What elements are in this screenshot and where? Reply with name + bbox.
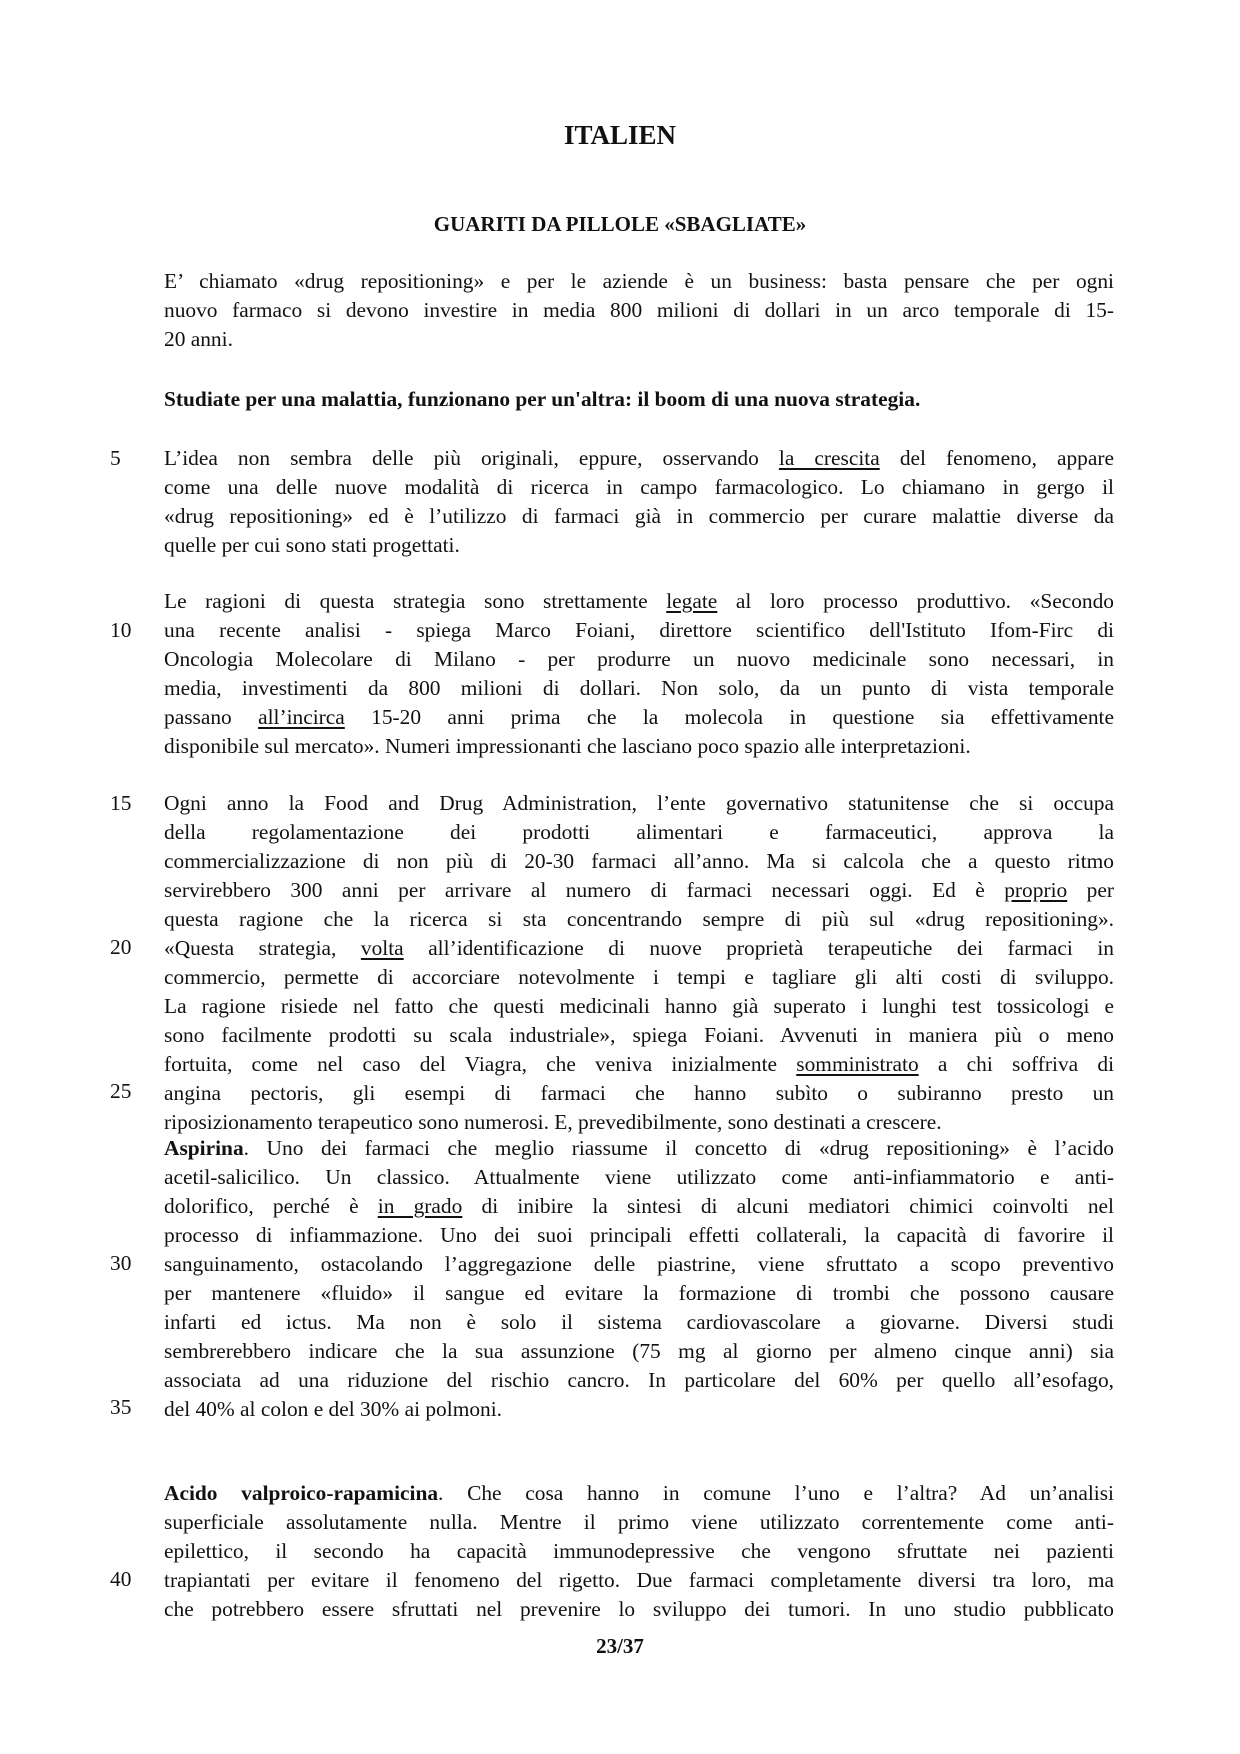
intro-paragraph bbox=[164, 267, 1114, 354]
text-line: trapiantati per evitare il fenomeno del rigetto. Due farmaci completamente diversi tra loro, ma bbox=[164, 1568, 1114, 1592]
paragraph-1 bbox=[164, 444, 1114, 560]
text-line: infarti ed ictus. Ma non è solo il sistema cardiovascolare a giovarne. Diversi studi bbox=[164, 1310, 1114, 1334]
underlined-term: somministrato bbox=[796, 1052, 919, 1076]
text-line: del 40% al colon e del 30% ai polmoni. bbox=[164, 1397, 503, 1421]
text-line: superficiale assolutamente nulla. Mentre il primo viene utilizzato correntemente come anti- bbox=[164, 1510, 1114, 1534]
paragraph-2 bbox=[164, 587, 1114, 761]
underlined-term: legate bbox=[666, 589, 718, 613]
text-line: Aspirina. Uno dei farmaci che meglio riassume il concetto di «drug repositioning» è l’acido bbox=[164, 1136, 1114, 1160]
text-line: della regolamentazione dei prodotti alimentari e farmaceutici, approva la bbox=[164, 820, 1114, 844]
page-title: ITALIEN bbox=[563, 120, 677, 150]
text-line: epilettico, il secondo ha capacità immunodepressive che vengono sfruttate nei pazienti bbox=[164, 1539, 1114, 1563]
text-line: disponibile sul mercato». Numeri impressionanti che lasciano poco spazio alle interpretazioni. bbox=[164, 734, 971, 758]
text-line: Acido valproico-rapamicina. Che cosa hanno in comune l’uno e l’altra? Ad un’analisi bbox=[164, 1481, 1114, 1505]
line-number: 35 bbox=[110, 1395, 132, 1419]
text-line: fortuita, come nel caso del Viagra, che veniva inizialmente somministrato a chi soffriva di bbox=[164, 1052, 1114, 1076]
line-number: 10 bbox=[110, 618, 132, 642]
text-line: associata ad una riduzione del rischio cancro. In particolare del 60% per quello all’esofago, bbox=[164, 1368, 1114, 1392]
text-line: commercializzazione di non più di 20-30 farmaci all’anno. Ma si calcola che a questo ritmo bbox=[164, 849, 1114, 873]
paragraph-4 bbox=[164, 1134, 1114, 1424]
underlined-term: in grado bbox=[377, 1194, 463, 1218]
line-number: 15 bbox=[110, 791, 132, 815]
text-line: E’ chiamato «drug repositioning» e per le aziende è un business: basta pensare che per ogni bbox=[164, 269, 1114, 293]
text-line: nuovo farmaco si devono investire in media 800 milioni di dollari in un arco temporale di 15- bbox=[164, 298, 1114, 322]
text-line: «drug repositioning» ed è l’utilizzo di farmaci già in commercio per curare malattie diverse da bbox=[164, 504, 1114, 528]
section-heading: Acido valproico-rapamicina bbox=[164, 1481, 439, 1505]
line-number: 20 bbox=[110, 935, 132, 959]
subtitle bbox=[164, 385, 1114, 414]
underlined-term: all’incirca bbox=[258, 705, 345, 729]
text-line: acetil-salicilico. Un classico. Attualmente viene utilizzato come anti-infiammatorio e anti- bbox=[164, 1165, 1114, 1189]
line-number: 5 bbox=[110, 446, 121, 470]
text-line: sono facilmente prodotti su scala industriale», spiega Foiani. Avvenuti in maniera più o meno bbox=[164, 1023, 1114, 1047]
text-line: Oncologia Molecolare di Milano - per produrre un nuovo medicinale sono necessari, in bbox=[164, 647, 1114, 671]
subtitle-line: Studiate per una malattia, funzionano per un'altra: il boom di una nuova strategia. bbox=[164, 387, 921, 411]
text-line: Le ragioni di questa strategia sono strettamente legate al loro processo produttivo. «Secondo bbox=[164, 589, 1114, 613]
line-number: 40 bbox=[110, 1567, 132, 1591]
text-line: La ragione risiede nel fatto che questi medicinali hanno già superato i lunghi test tossicologi e bbox=[164, 994, 1114, 1018]
text-line: Ogni anno la Food and Drug Administration, l’ente governativo statunitense che si occupa bbox=[164, 791, 1114, 815]
paragraph-5 bbox=[164, 1479, 1114, 1624]
text-line: per mantenere «fluido» il sangue ed evitare la formazione di trombi che possono causare bbox=[164, 1281, 1114, 1305]
line-number: 30 bbox=[110, 1251, 132, 1275]
line-number: 25 bbox=[110, 1079, 132, 1103]
text-line: 20 anni. bbox=[164, 327, 233, 351]
text-line: come una delle nuove modalità di ricerca in campo farmacologico. Lo chiamano in gergo il bbox=[164, 475, 1114, 499]
text-line: quelle per cui sono stati progettati. bbox=[164, 533, 460, 557]
text-line: riposizionamento terapeutico sono numerosi. E, prevedibilmente, sono destinati a crescere. bbox=[164, 1110, 942, 1134]
article-title: GUARITI DA PILLOLE «SBAGLIATE» bbox=[433, 212, 807, 236]
text-line: media, investimenti da 800 milioni di dollari. Non solo, da un punto di vista temporale bbox=[164, 676, 1114, 700]
text-line: processo di infiammazione. Uno dei suoi principali effetti collaterali, la capacità di favorire il bbox=[164, 1223, 1114, 1247]
text-line: «Questa strategia, volta all’identificazione di nuove proprietà terapeutiche dei farmaci in bbox=[164, 936, 1114, 960]
text-line: angina pectoris, gli esempi di farmaci che hanno subìto o subiranno presto un bbox=[164, 1081, 1114, 1105]
underlined-term: proprio bbox=[1004, 878, 1068, 902]
section-heading: Aspirina bbox=[164, 1136, 244, 1160]
text-line: sanguinamento, ostacolando l’aggregazione delle piastrine, viene sfruttato a scopo preventivo bbox=[164, 1252, 1114, 1276]
paragraph-3 bbox=[164, 789, 1114, 1137]
text-line: dolorifico, perché è in grado di inibire la sintesi di alcuni mediatori chimici coinvolti nel bbox=[164, 1194, 1114, 1218]
text-line: commercio, permette di accorciare notevolmente i tempi e tagliare gli alti costi di sviluppo. bbox=[164, 965, 1114, 989]
underlined-term: la crescita bbox=[778, 446, 880, 470]
text-line: servirebbero 300 anni per arrivare al numero di farmaci necessari oggi. Ed è proprio per bbox=[164, 878, 1114, 902]
underlined-term: volta bbox=[360, 936, 404, 960]
text-line: una recente analisi - spiega Marco Foiani, direttore scientifico dell'Istituto Ifom-Firc di bbox=[164, 618, 1114, 642]
text-line: questa ragione che la ricerca si sta concentrando sempre di più sul «drug repositioning». bbox=[164, 907, 1114, 931]
text-line: L’idea non sembra delle più originali, eppure, osservando la crescita del fenomeno, appare bbox=[164, 446, 1114, 470]
page-number: 23/37 bbox=[596, 1634, 644, 1658]
text-line: che potrebbero essere sfruttati nel prevenire lo sviluppo dei tumori. In uno studio pubblicato bbox=[164, 1597, 1114, 1621]
text-line: passano all’incirca 15-20 anni prima che la molecola in questione sia effettivamente bbox=[164, 705, 1114, 729]
text-line: sembrerebbero indicare che la sua assunzione (75 mg al giorno per almeno cinque anni) sia bbox=[164, 1339, 1114, 1363]
